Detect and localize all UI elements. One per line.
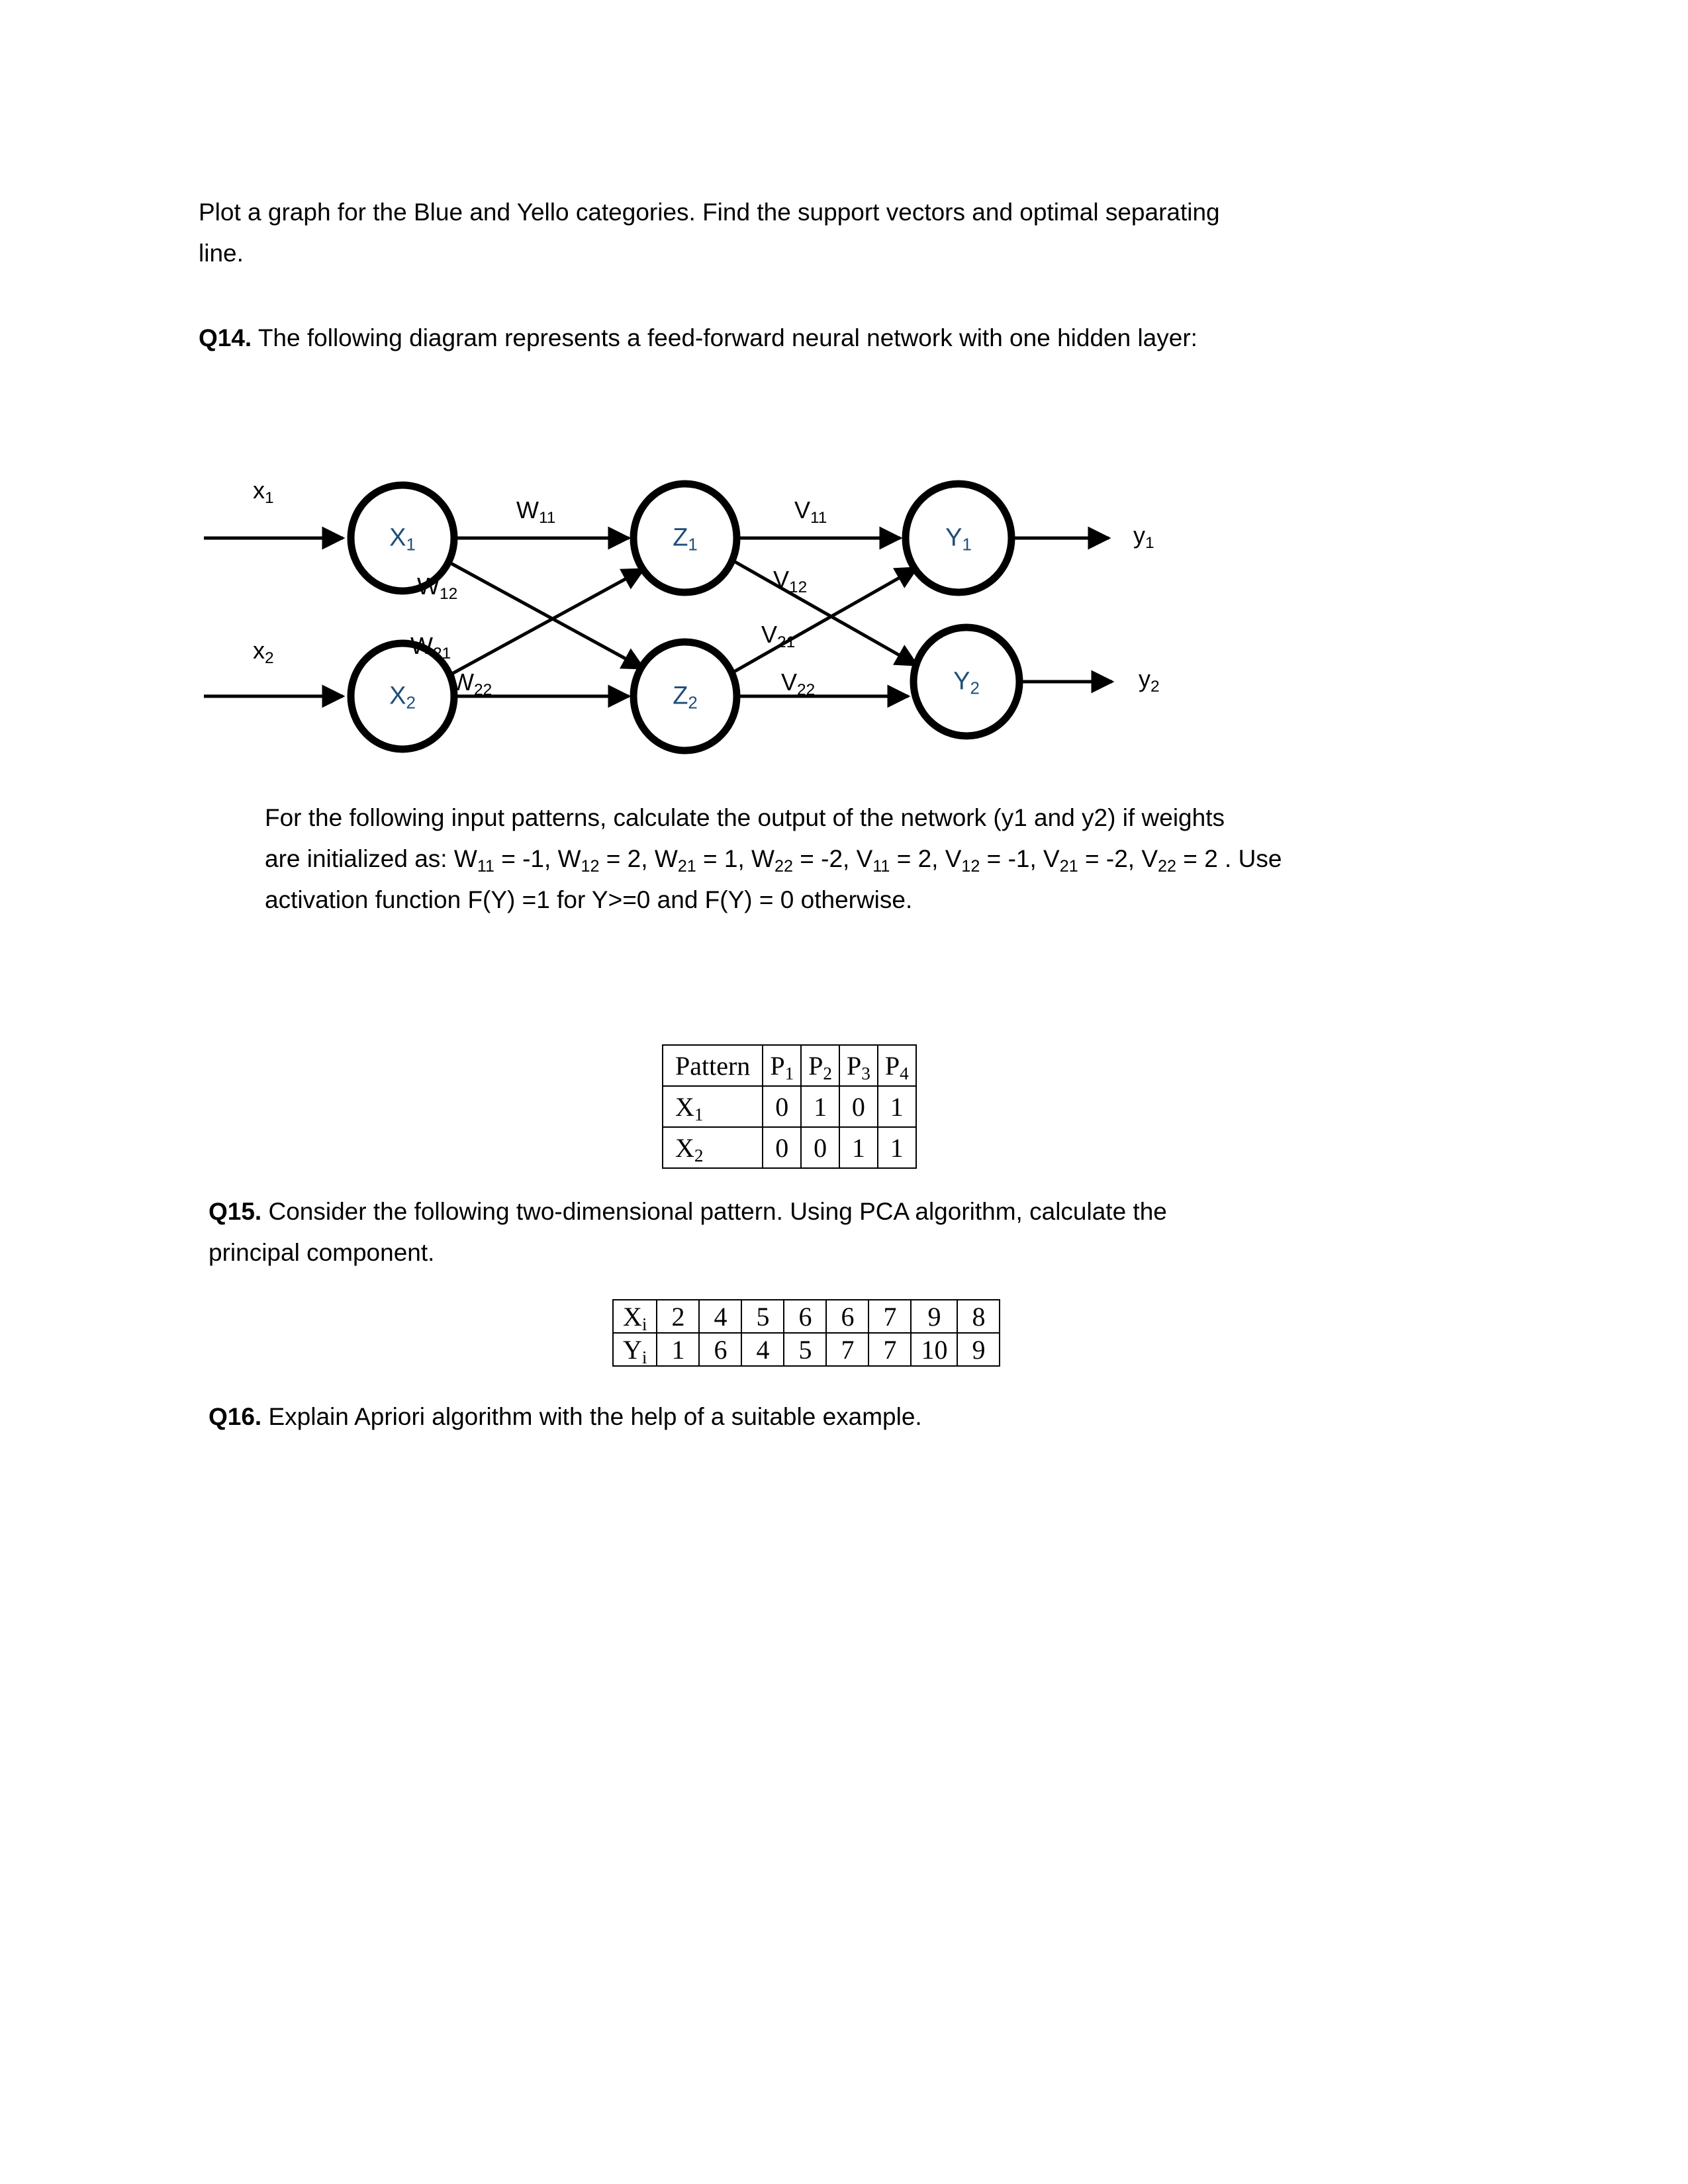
pca-cell: 10 <box>911 1333 957 1366</box>
node-label-z2: $Z_2$ <box>673 682 698 713</box>
weight-label-w11: $W_{11}$ <box>516 496 556 527</box>
q14-heading-text: The following diagram represents a feed-forward neural network with one hidden layer: <box>252 324 1197 351</box>
q14-body-line-3: activation function F(Y) =1 for Y>=0 and F(Y) = 0 otherwise. <box>265 886 913 913</box>
intro-paragraph <box>199 192 1496 274</box>
weights-lead: are initialized as: <box>265 845 454 872</box>
pattern-cell: 1 <box>878 1086 916 1127</box>
q15-heading <box>209 1191 1493 1273</box>
pca-cell: 6 <box>784 1300 826 1333</box>
pattern-cell: 0 <box>839 1086 878 1127</box>
table-row-header <box>663 1045 916 1086</box>
weight-value-w11: $W_{11} = -1$, <box>453 845 558 876</box>
pca-cell: 5 <box>741 1300 784 1333</box>
output-label-y2: $y_2$ <box>1139 665 1160 696</box>
pca-cell: 7 <box>826 1333 868 1366</box>
edge-x2-z1 <box>444 569 643 678</box>
intro-line-2: line. <box>199 240 244 267</box>
q14-body-line-1: For the following input patterns, calculate the output of the network (y1 and y2) if weights <box>265 804 1225 831</box>
edge-z1-y2 <box>728 558 917 665</box>
pca-cell: 9 <box>911 1300 957 1333</box>
weight-value-v12: $V_{12} = -1$, <box>945 845 1044 876</box>
pca-row-label-yi: $Y_i$ <box>613 1333 657 1366</box>
q15-heading-text-2: principal component. <box>209 1239 435 1266</box>
pca-table <box>612 1299 1000 1367</box>
pattern-cell: 0 <box>763 1086 801 1127</box>
pca-cell: 8 <box>957 1300 1000 1333</box>
pattern-header-p3: $P_3$ <box>839 1045 878 1086</box>
pca-cell: 5 <box>784 1333 826 1366</box>
pca-cell: 4 <box>741 1333 784 1366</box>
node-label-y2: $Y_2$ <box>953 667 980 698</box>
q15-number: Q15. <box>209 1198 262 1225</box>
weight-label-v21: $V_{21}$ <box>761 621 796 651</box>
node-label-x1: $X_1$ <box>389 523 416 555</box>
pattern-cell: 0 <box>763 1127 801 1168</box>
pattern-cell: 1 <box>801 1086 839 1127</box>
q14-heading <box>199 318 1496 359</box>
q15-heading-text: Consider the following two-dimensional pattern. Using PCA algorithm, calculate the <box>261 1198 1167 1225</box>
node-label-y1: $Y_1$ <box>945 523 972 555</box>
weight-value-v21: $V_{21} = -2$, <box>1043 845 1142 876</box>
table-row <box>613 1300 1000 1333</box>
weight-label-w21: $W_{21}$ <box>410 632 451 662</box>
pca-cell: 9 <box>957 1333 1000 1366</box>
pattern-row-label-x2: $X_2$ <box>663 1127 763 1168</box>
weight-label-v22: $V_{22}$ <box>781 668 816 699</box>
input-label-x1: $x_1$ <box>253 477 274 507</box>
network-svg <box>199 450 1390 754</box>
pca-cell: 4 <box>699 1300 741 1333</box>
edge-x1-z2 <box>444 559 643 668</box>
weight-value-v22: $V_{22} = 2$ . Use <box>1141 845 1282 876</box>
node-label-z1: $Z_1$ <box>673 523 698 555</box>
q16-heading-text: Explain Apriori algorithm with the help of a suitable example. <box>261 1403 922 1430</box>
table-row <box>663 1086 916 1127</box>
pca-cell: 6 <box>699 1333 741 1366</box>
pca-cell: 1 <box>657 1333 699 1366</box>
weight-label-v12: $V_{12}$ <box>773 566 808 596</box>
pattern-cell: 1 <box>878 1127 916 1168</box>
pca-cell: 7 <box>868 1300 911 1333</box>
output-label-y1: $y_1$ <box>1133 522 1154 552</box>
weight-value-w12: $W_{12} = 2$, <box>557 845 655 876</box>
pca-cell: 2 <box>657 1300 699 1333</box>
q16-heading <box>209 1396 1493 1437</box>
pattern-cell: 0 <box>801 1127 839 1168</box>
pattern-row-label-x1: $X_1$ <box>663 1086 763 1127</box>
pattern-cell: 1 <box>839 1127 878 1168</box>
q16-number: Q16. <box>209 1403 262 1430</box>
table-row <box>663 1127 916 1168</box>
weight-value-w22: $W_{22} = -2$, <box>751 845 857 876</box>
pca-row-label-xi: $X_i$ <box>613 1300 657 1333</box>
weight-label-w12: $W_{12}$ <box>417 572 458 603</box>
input-label-x2: $x_2$ <box>253 637 274 667</box>
q14-body-line-2 <box>265 839 1516 882</box>
node-label-x2: $X_2$ <box>389 682 416 713</box>
weight-value-v11: $V_{11} = 2$, <box>856 845 945 876</box>
weight-label-v11: $V_{11}$ <box>794 496 827 527</box>
q14-number: Q14. <box>199 324 252 351</box>
edge-z2-y1 <box>728 568 917 675</box>
table-row <box>613 1333 1000 1366</box>
pattern-table <box>662 1044 917 1169</box>
neural-network-diagram <box>199 450 1390 754</box>
intro-line-1: Plot a graph for the Blue and Yello categories. Find the support vectors and optimal separating <box>199 199 1220 226</box>
weight-label-w22: $W_{22}$ <box>451 668 492 699</box>
weight-value-w21: $W_{21} = 1$, <box>654 845 752 876</box>
pattern-header-p4: $P_4$ <box>878 1045 916 1086</box>
pca-cell: 7 <box>868 1333 911 1366</box>
pattern-header-p2: $P_2$ <box>801 1045 839 1086</box>
pattern-header-p1: $P_1$ <box>763 1045 801 1086</box>
pca-cell: 6 <box>826 1300 868 1333</box>
pattern-header-cell: Pattern <box>663 1045 763 1086</box>
